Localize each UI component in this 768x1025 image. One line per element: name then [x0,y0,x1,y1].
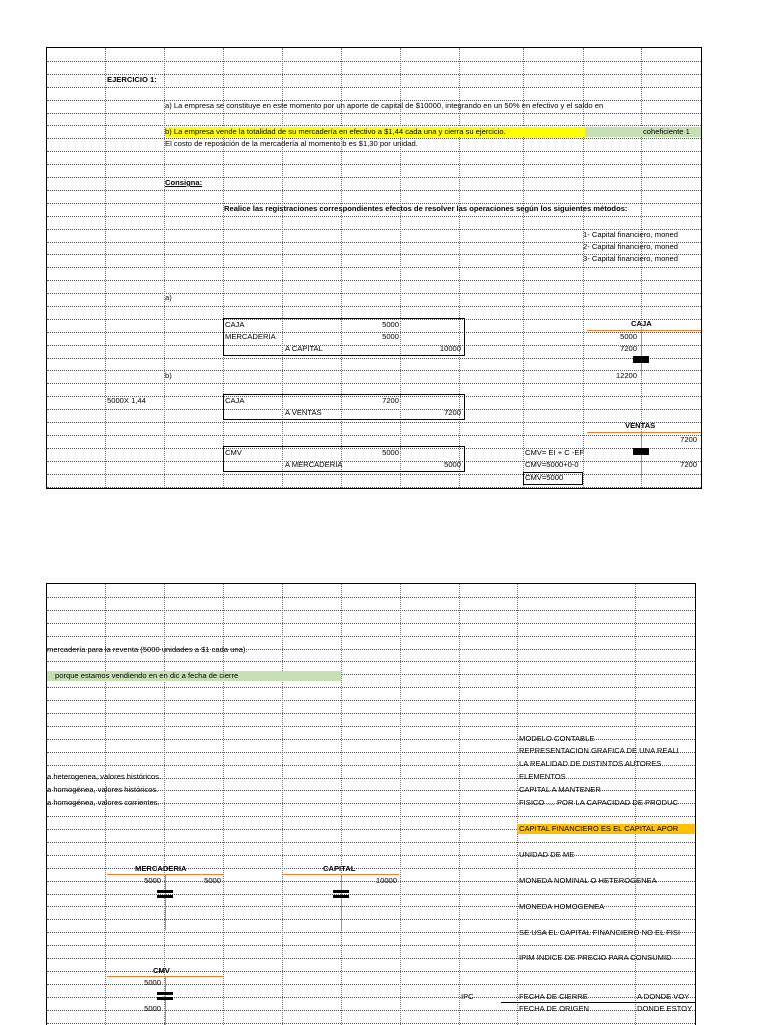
grid-row-line [47,177,701,178]
spreadsheet-upper [46,47,702,489]
grid-row-line [47,855,695,856]
t-account-caja-mark [633,356,649,363]
grid-row-line [47,894,695,895]
cmv-formula-substituted: CMV=5000+0-0 [525,460,579,469]
note-capital-financiero: CAPITAL FINANCIERO ES EL CAPITAL APOR [519,824,679,833]
grid-row-line [47,435,701,436]
t-account-cmv-value-2: 5000 [144,1004,161,1013]
grid-column-line [341,584,342,1025]
t-account-capital-title: CAPITAL [323,864,356,873]
note-unidad: UNIDAD DE ME [519,850,575,859]
label-a: a) [165,293,172,302]
t-account-caja-value-2: 7200 [620,344,637,353]
grid-row-line [47,816,695,817]
grid-row-line [47,306,701,307]
consigna-label: Consigna: [165,178,203,187]
method-3: 3- Capital financiero, moned [583,254,678,263]
t-account-capital-divider [341,874,342,930]
grid-row-line [47,125,701,126]
entry-a-mercaderia-value: 5000 [382,332,399,341]
t-account-cmv-mark-2 [157,997,173,1000]
t-account-ventas-divider [641,432,642,478]
note-ipim: IPIM INDICE DE PRECIO PARA CONSUMID [519,953,672,962]
note-fisico: FISICO .... POR LA CAPACIDAD DE PRODUC [519,798,678,807]
entry-a-caja-value: 5000 [382,320,399,329]
entry-a-capital-value: 10000 [439,344,461,353]
t-account-caja-total: 12200 [615,371,637,380]
t-account-ventas-line [587,432,701,433]
entry-a-capital: A CAPITAL [285,344,323,353]
grid-row-line [47,687,695,688]
cmv-result: CMV=5000 [525,473,564,482]
fraction-line [501,1002,695,1003]
grid-row-line [47,610,695,611]
entry-b-ventas: A VENTAS [285,408,322,417]
t-account-cmv-value-1: 5000 [144,978,161,987]
grid-column-line [459,584,460,1025]
grid-column-line [223,48,224,488]
grid-row-line [47,383,701,384]
grid-row-line [47,280,701,281]
note-representacion: REPRESENTACION GRAFICA DE UNA REALI [519,746,679,755]
note-donde-voy: A DONDE VOY [637,992,690,1001]
note-modelo: MODELO CONTABLE [519,734,595,743]
instructions: Realice las registraciones correspondientes efectos de resolver las operaciones según los siguientes métodos: [224,204,628,213]
grid-row-line [47,842,695,843]
grid-row-line [47,739,695,740]
label-b: b) [165,371,172,380]
method-1: 1- Capital financiero, moned [583,230,678,239]
grid-row-line [47,597,695,598]
entry-cmv-label: CMV [225,448,242,457]
grid-row-line [47,636,695,637]
spreadsheet-lower [46,583,696,1025]
grid-row-line [47,945,695,946]
grid-row-line [47,661,695,662]
grid-column-line [282,48,283,488]
sales-calculation: 5000X 1,44 [107,396,146,405]
grid-row-line [47,700,695,701]
t-account-mercaderia-haber: 5000 [204,876,221,885]
grid-column-line [282,584,283,1025]
grid-row-line [47,726,695,727]
grid-column-line [523,48,524,488]
grid-row-line [47,713,695,714]
t-account-cmv-mark-1 [157,992,173,995]
entry-cmv-mercaderia-value: 5000 [444,460,461,469]
grid-row-line [47,216,701,217]
entry-b-caja: CAJA [225,396,245,405]
statement-a: a) La empresa se constituye en este momento por un aporte de capital de $10000, integrando en un 50% en efectivo y el saldo en [165,101,604,110]
grid-row-line [47,267,701,268]
grid-row-line [47,87,701,88]
grid-row-line [47,919,695,920]
grid-row-line [47,164,701,165]
note-donde-estoy: DONDE ESTOY [637,1004,693,1013]
note-realidad: LA REALIDAD DE DISTINTOS AUTORES [519,759,662,768]
t-account-ventas-value-1: 7200 [680,435,697,444]
t-account-cmv-title: CMV [153,966,170,975]
grid-row-line [47,358,701,359]
coefficient-note: coheficiente 1 [643,127,690,136]
grid-column-line [341,48,342,488]
t-account-mercaderia-mark-1 [157,890,173,893]
method-2-continued: a homogénea, valores históricos. [47,785,159,794]
entry-b-caja-value: 7200 [382,396,399,405]
note-elementos: ELEMENTOS [519,772,566,781]
cmv-formula: CMV= EI + C -EF [525,448,585,457]
grid-row-line [47,971,695,972]
t-account-capital-haber: 10000 [375,876,397,885]
t-account-capital-mark-2 [333,895,349,898]
t-account-ventas-title: VENTAS [625,421,656,430]
note-fecha-origen: FECHA DE ORIGEN [519,1004,590,1013]
note-se-usa: SE USA EL CAPITAL FINANCIERO NO EL FISI [519,928,681,937]
grid-row-line [47,487,701,488]
grid-row-line [47,293,701,294]
grid-row-line [47,422,701,423]
method-1-continued: a heterogenea, valores históricos. [47,772,161,781]
t-account-mercaderia-divider [165,874,166,930]
method-2: 2- Capital financiero, moned [583,242,678,251]
t-account-caja-divider [641,330,642,376]
entry-a-mercaderia: MERCADERIA [225,332,276,341]
note-ipc: IPC [461,992,474,1001]
grid-column-line [583,48,584,488]
exercise-title: EJERCICIO 1: [107,75,157,84]
grid-row-line [47,190,701,191]
t-account-caja-line [587,330,701,331]
t-account-mercaderia-mark-2 [157,895,173,898]
entry-a-caja: CAJA [225,320,245,329]
grid-column-line [459,48,460,488]
grid-row-line [47,997,695,998]
grid-column-line [400,584,401,1025]
note-moneda-homogenea: MONEDA HOMOGENEA [519,902,605,911]
grid-row-line [47,474,701,475]
t-account-ventas-value-2: 7200 [680,460,697,469]
note-moneda-nominal: MONEDA NOMINAL O HETEROGENEA [519,876,657,885]
t-account-cmv-divider [165,976,166,1025]
replacement-cost: El costo de reposición de la mercadería al momento b es $1,30 por unidad. [165,139,418,148]
grid-column-line [105,48,106,488]
t-account-mercaderia-debe: 5000 [144,876,161,885]
grid-column-line [164,48,165,488]
statement-b: b) La empresa vende la totalidad de su mercadería en efectivo a $1,44 cada una y cierra su ejercicio. [165,127,506,136]
grid-row-line [47,113,701,114]
grid-row-line [47,61,701,62]
grid-column-line [400,48,401,488]
grid-row-line [47,151,701,152]
entry-cmv-value: 5000 [382,448,399,457]
statement-a-continued: mercadería para la reventa (5000 unidades a $1 cada una). [47,645,248,654]
method-3-continued: a homogénea, valores corrientes. [47,798,160,807]
green-note: porque estamos vendiendo en en dic a fecha de cierre [55,671,239,680]
t-account-capital-mark-1 [333,890,349,893]
note-capital-mantener: CAPITAL A MANTENER [519,785,601,794]
t-account-ventas-mark [633,448,649,455]
t-account-mercaderia-title: MERCADERIA [135,864,187,873]
grid-column-line [517,584,518,1025]
t-account-caja-title: CAJA [631,319,652,328]
entry-cmv-mercaderia: A MERCADERIA [285,460,343,469]
entry-b-ventas-value: 7200 [444,408,461,417]
grid-row-line [47,623,695,624]
note-fecha-cierre: FECHA DE CIERRE [519,992,588,1001]
t-account-caja-value-1: 5000 [620,332,637,341]
